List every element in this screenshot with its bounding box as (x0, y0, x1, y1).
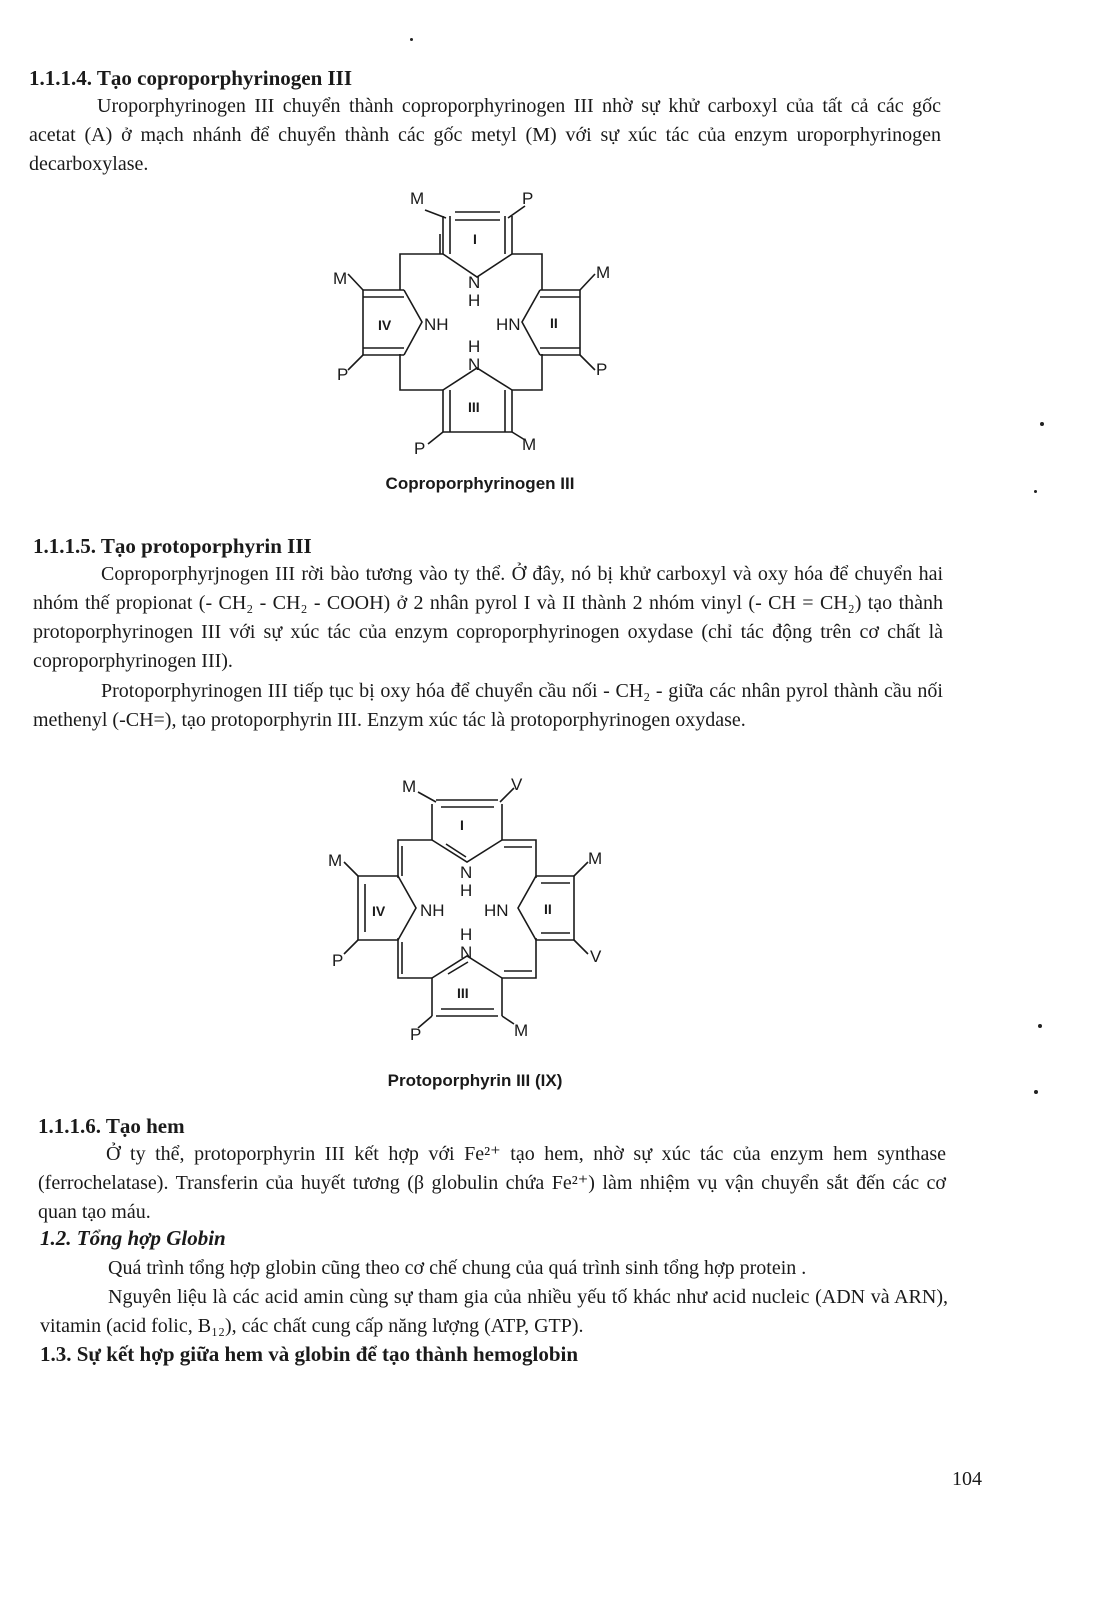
scan-speck (1040, 422, 1044, 426)
section-heading-1-1-1-6: 1.1.1.6. Tạo hem (38, 1114, 185, 1138)
pyrrole-ring-i (432, 800, 502, 862)
nitrogen-label: N (468, 355, 481, 374)
substituent-v: V (511, 775, 523, 794)
ring-label-i: I (460, 817, 464, 833)
substituent-m: M (333, 269, 348, 288)
section-heading-1-2: 1.2. Tổng hợp Globin (40, 1226, 226, 1250)
pyrrole-ring-i (440, 212, 512, 277)
page-number: 104 (952, 1468, 982, 1490)
nitrogen-label: N (468, 273, 481, 292)
substituent-p: P (332, 951, 344, 970)
scan-speck (1034, 1090, 1038, 1094)
pyrrole-ring-ii (518, 876, 574, 940)
section-heading-1-1-1-4: 1.1.1.4. Tạo coproporphyrinogen III (29, 66, 353, 90)
pyrrole-ring-iv (358, 876, 416, 940)
ring-label-ii: II (544, 901, 552, 917)
substituent-p: P (596, 360, 608, 379)
section-paragraph: Coproporphyrjnogen III rời bào tương vào ty thể. Ở đây, nó bị khử carboxyl và oxy hóa để chuyển hai nhóm thế propionat (- CH₂ - CH₂ - COOH) ở 2 nhân pyrol I và II thành 2 nhóm vinyl (- CH = CH₂) tạo thành protoporphyrinogen III với sự xúc tác của enzym coproporphyrinogen oxydase (chỉ tác động trên cơ chất là coproporphyrinogen III). (33, 563, 943, 672)
nitrogen-label: N (460, 943, 473, 962)
ring-label-ii: II (550, 315, 558, 331)
hn-label: HN (484, 901, 509, 920)
hn-label: HN (496, 315, 521, 334)
diagram-caption: Protoporphyrin III (IX) (387, 1071, 563, 1090)
section-heading-1-3: 1.3. Sự kết hợp giữa hem và globin để tạo thành hemoglobin (40, 1342, 579, 1366)
hydrogen-label: H (468, 337, 481, 356)
ring-label-iii: III (468, 399, 480, 415)
substituent-p: P (337, 365, 349, 384)
substituent-m: M (522, 435, 537, 454)
substituent-v: V (590, 947, 602, 966)
nh-label: NH (420, 901, 445, 920)
nitrogen-label: N (460, 863, 473, 882)
ring-label-iii: III (457, 985, 469, 1001)
pyrrole-ring-iii (432, 956, 502, 1016)
ring-label-iv: IV (378, 317, 392, 333)
substituent-p: P (410, 1025, 422, 1044)
protoporphyrin-structure-diagram (318, 770, 638, 1060)
pyrrole-ring-iv (363, 290, 422, 355)
substituent-m: M (402, 777, 417, 796)
section-paragraph: Nguyên liệu là các acid amin cùng sự tham gia của nhiều yếu tố khác như acid nucleic (ADN và ARN), vitamin (acid folic, B₁₂), các chất cung cấp năng lượng (ATP, GTP). (40, 1286, 948, 1337)
scan-speck (1034, 490, 1037, 493)
section-paragraph: Ở ty thể, protoporphyrin III kết hợp với Fe²⁺ tạo hem, nhờ sự xúc tác của enzym hem synthase (ferrochelatase). Transferin của huyết tương (β globulin chứa Fe²⁺) làm nhiệm vụ vận chuyển sắt đến các cơ quan tạo máu. (38, 1143, 946, 1223)
section-paragraph: Uroporphyrinogen III chuyển thành coproporphyrinogen III nhờ sự khử carboxyl của tất cả các gốc acetat (A) ở mạch nhánh để chuyển thành các gốc metyl (M) với sự xúc tác của enzym uroporphyrinogen decarboxylase. (29, 95, 941, 175)
section-paragraph: Protoporphyrinogen III tiếp tục bị oxy hóa để chuyển cầu nối - CH₂ - giữa các nhân pyrol thành cầu nối methenyl (-CH=), tạo protoporphyrin III. Enzym xúc tác là protoporphyrinogen oxydase. (33, 680, 943, 731)
ring-label-iv: IV (372, 903, 386, 919)
pyrrole-ring-iii (443, 368, 512, 432)
substituent-p: P (414, 439, 426, 458)
nh-label: NH (424, 315, 449, 334)
substituent-m: M (328, 851, 343, 870)
diagram-caption: Coproporphyrinogen III (385, 474, 575, 493)
pyrrole-ring-ii (522, 290, 580, 355)
substituent-p: P (522, 189, 534, 208)
substituent-m: M (588, 849, 603, 868)
scan-speck (1038, 1024, 1042, 1028)
coproporphyrinogen-structure-diagram (320, 182, 640, 472)
hydrogen-label: H (460, 925, 473, 944)
ring-label-i: I (473, 231, 477, 247)
scan-speck (410, 38, 413, 41)
substituent-m: M (410, 189, 425, 208)
section-paragraph: Quá trình tổng hợp globin cũng theo cơ chế chung của quá trình sinh tổng hợp protein . (108, 1257, 807, 1279)
section-heading-1-1-1-5: 1.1.1.5. Tạo protoporphyrin III (33, 534, 312, 558)
hydrogen-label: H (468, 291, 481, 310)
hydrogen-label: H (460, 881, 473, 900)
substituent-m: M (596, 263, 611, 282)
substituent-m: M (514, 1021, 529, 1040)
